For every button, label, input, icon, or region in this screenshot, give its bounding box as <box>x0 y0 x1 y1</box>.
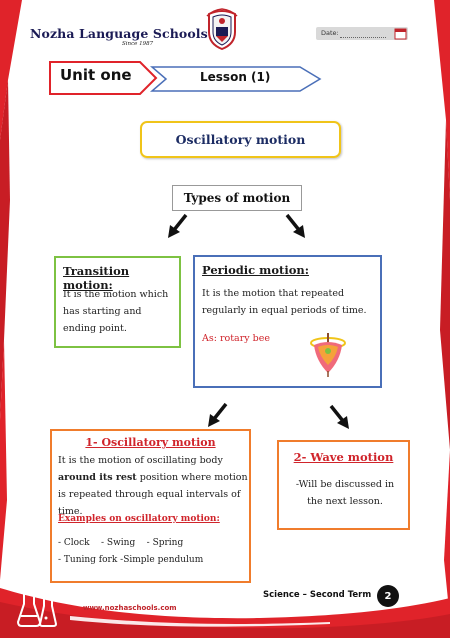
oscillatory-text-bold: around its rest <box>58 472 137 483</box>
left-red-decoration <box>0 0 28 638</box>
oscillatory-text-part1: It is the motion of oscillating body <box>58 455 223 466</box>
arrow-down-right-icon <box>283 212 307 240</box>
transition-motion-box <box>54 256 181 348</box>
main-title-box <box>140 121 341 158</box>
wave-heading: 2- Wave motion <box>293 450 394 464</box>
oscillatory-heading: 1- Oscillatory motion <box>85 436 216 449</box>
oscillatory-examples-heading: Examples on oscillatory motion: <box>58 514 220 524</box>
oscillatory-motion-box <box>50 429 251 583</box>
wave-text: -Will be discussed in the next lesson. <box>295 479 395 507</box>
arrow-down-left-icon <box>206 401 230 429</box>
periodic-heading: Periodic motion: <box>202 263 309 277</box>
since-text: Since 1987 <box>122 41 154 47</box>
periodic-text: It is the motion that repeated regularly in equal periods of time. <box>202 288 367 316</box>
school-name: Nozha Language Schools <box>30 26 208 41</box>
wave-motion-box <box>277 440 410 530</box>
footer-subject: Science – Second Term <box>263 590 372 600</box>
oscillatory-text <box>58 452 248 520</box>
right-red-decoration <box>420 0 450 638</box>
periodic-example: As: rotary bee <box>202 333 270 344</box>
types-of-motion-box <box>172 185 302 211</box>
spinning-top-image <box>308 331 348 377</box>
lesson-label: Lesson (1) <box>200 70 271 84</box>
oscillatory-text-part2: position where motion is repeated through equal intervals of time. <box>58 472 248 517</box>
periodic-motion-box <box>193 255 382 388</box>
oscillatory-examples-line-1: - Clock - Swing - Spring <box>58 538 184 548</box>
oscillatory-examples-line-2: - Tuning fork -Simple pendulum <box>58 555 204 565</box>
school-crest-logo <box>205 8 239 50</box>
date-line[interactable] <box>340 37 386 38</box>
transition-text: It is the motion which has starting and ending point. <box>63 289 169 334</box>
arrow-down-right-icon <box>327 403 351 431</box>
lab-flasks-icon <box>16 590 58 628</box>
unit-label: Unit one <box>60 66 132 84</box>
website-link[interactable]: www.nozhaschools.com <box>83 604 177 612</box>
date-label: Date: <box>321 29 339 37</box>
main-title: Oscillatory motion <box>175 132 306 147</box>
calendar-icon <box>394 27 407 40</box>
page-number: 2 <box>377 585 399 607</box>
arrow-down-left-icon <box>166 212 190 240</box>
transition-heading: Transition motion: <box>63 264 130 292</box>
types-of-motion-title: Types of motion <box>183 191 291 205</box>
